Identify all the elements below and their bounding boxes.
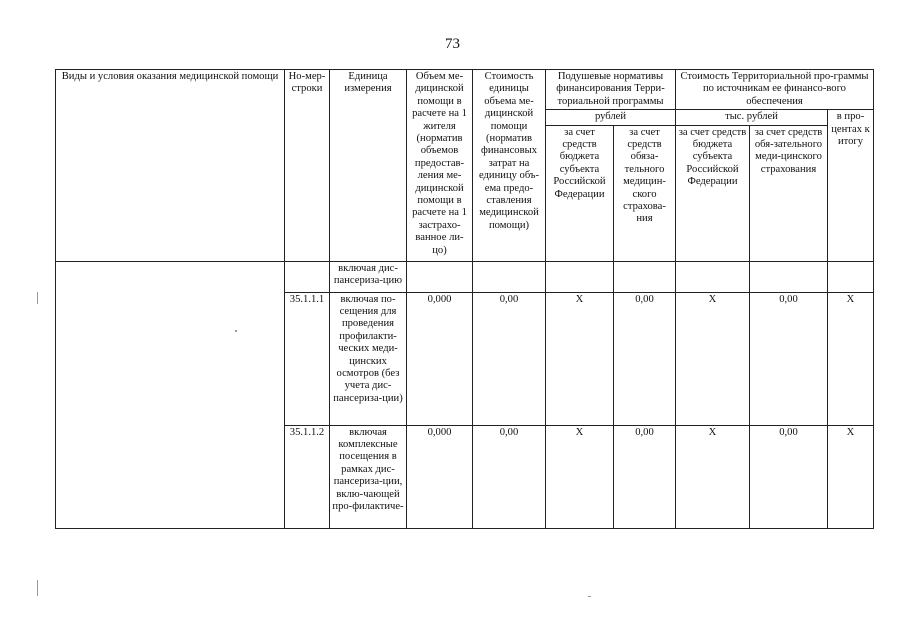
row-norm-oms: 0,00 xyxy=(614,292,676,425)
financing-table xyxy=(55,69,874,529)
row-value-budget: X xyxy=(676,425,750,528)
header-unit-thousand-rub: тыс. рублей xyxy=(676,110,828,125)
row-value-oms xyxy=(750,261,828,292)
header-norm-budget: за счет средств бюджета субъекта Российской Федерации xyxy=(546,125,614,261)
row-unit: включая комплексные посещения в рамках дис-пансериза-ции, вклю-чающей про-филактиче- xyxy=(330,425,407,528)
row-volume: 0,000 xyxy=(407,292,473,425)
row-unit: включая дис-пансериза-цию xyxy=(330,261,407,292)
scan-mark xyxy=(37,580,38,596)
header-percent: в про-центах к итогу xyxy=(828,110,874,261)
row-cost xyxy=(473,261,546,292)
row-value-oms: 0,00 xyxy=(750,425,828,528)
row-percent: X xyxy=(828,425,874,528)
row-value-budget: X xyxy=(676,292,750,425)
header-unit: Единица измерения xyxy=(330,70,407,262)
row-percent xyxy=(828,261,874,292)
row-number: 35.1.1.1 xyxy=(285,292,330,425)
row-percent: X xyxy=(828,292,874,425)
row-norm-budget: X xyxy=(546,292,614,425)
scan-mark xyxy=(37,292,38,304)
row-unit: включая по-сещения для проведения профилакти-ческих меди-цинских осмотров (без учета дис-пансериза-ции) xyxy=(330,292,407,425)
row-number: 35.1.1.2 xyxy=(285,425,330,528)
scan-mark xyxy=(235,330,237,332)
row-norm-budget: X xyxy=(546,425,614,528)
table-row xyxy=(56,261,874,292)
header-norms-group: Подушевые нормативы финансирования Терри-ториальной программы xyxy=(546,70,676,110)
header-row-number: Но-мер-строки xyxy=(285,70,330,262)
header-value-group: Стоимость Территориальной про-граммы по источникам ее финансо-вого обеспечения xyxy=(676,70,874,110)
header-row-1 xyxy=(56,70,874,110)
row-cost: 0,00 xyxy=(473,425,546,528)
row-value-oms: 0,00 xyxy=(750,292,828,425)
row-volume: 0,000 xyxy=(407,425,473,528)
header-unit-rub: рублей xyxy=(546,110,676,125)
row-value-budget xyxy=(676,261,750,292)
header-norm-oms: за счет средств обяза-тельного медицин-ского страхова-ния xyxy=(614,125,676,261)
row-norm-budget xyxy=(546,261,614,292)
kind-cell xyxy=(56,261,285,528)
row-volume xyxy=(407,261,473,292)
scan-mark xyxy=(588,596,591,597)
header-value-oms: за счет средств обя-зательного меди-цинского страхования xyxy=(750,125,828,261)
row-norm-oms: 0,00 xyxy=(614,425,676,528)
row-number xyxy=(285,261,330,292)
row-norm-oms xyxy=(614,261,676,292)
row-cost: 0,00 xyxy=(473,292,546,425)
header-kind: Виды и условия оказания медицинской помощи xyxy=(56,70,285,262)
page-number: 73 xyxy=(445,36,460,52)
header-value-budget: за счет средств бюджета субъекта Российской Федерации xyxy=(676,125,750,261)
header-volume: Объем ме-дицинской помощи в расчете на 1 жителя (норматив объемов предостав-ления ме-дицинской помощи в расчете на 1 застрахо-ванное ли-цо) xyxy=(407,70,473,262)
header-cost: Стоимость единицы объема ме-дицинской помощи (норматив финансовых затрат на единицу объ-ема предо-ставления медицинской помощи) xyxy=(473,70,546,262)
